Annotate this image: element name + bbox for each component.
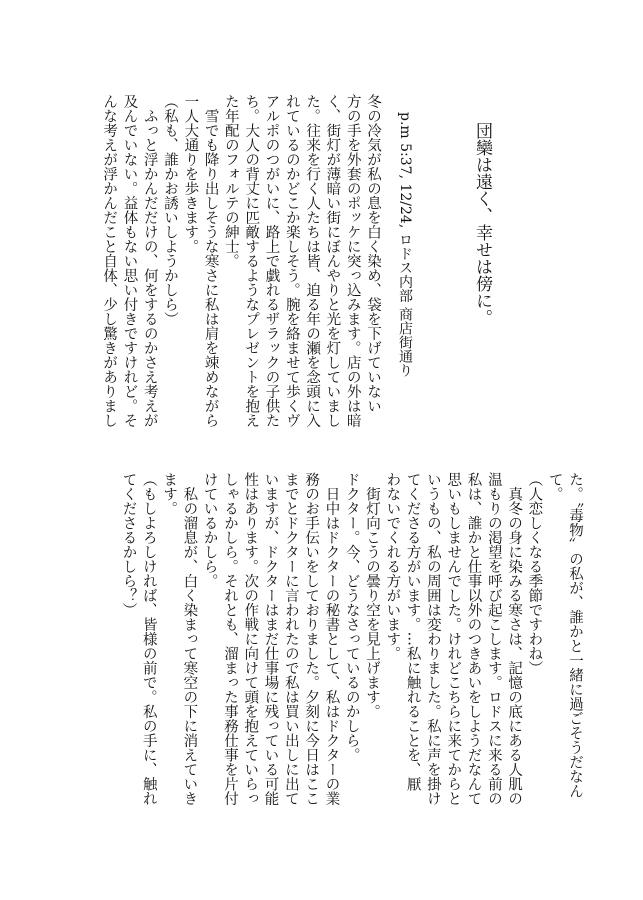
- text-line: けているかしら。: [201, 472, 218, 588]
- text-line: （人恋しくなる季節ですわね）: [526, 472, 543, 675]
- text-line: 街灯向こうの曇り空を見上げます。: [364, 472, 381, 719]
- text-line: ドクター。今、どうなさっているのかしら。: [343, 472, 360, 762]
- text-line: アルポのつがいに、路上で戯れるザラックの子供た: [263, 94, 280, 428]
- text-line: 温もりの渇望を呼び起こします。ロドスに来る前の: [485, 472, 502, 806]
- text-line: 私の溜息が、白く染まって寒空の下に消えていき: [181, 472, 198, 806]
- text-line: いますが、ドクターはまだ仕事場に残っている可能: [262, 472, 279, 806]
- text-line: ます。: [161, 472, 178, 516]
- story-title: 団欒は遠く、幸せは傍に。: [472, 122, 492, 326]
- text-line: 及んでいない。益体もない思い付きですけれど。そ: [121, 94, 138, 428]
- text-line: わないでくれる方がいます。: [384, 472, 401, 661]
- body-text-lower: [118, 472, 585, 806]
- text-line: 私は、誰かと仕事以外のつきあいをしようだなんて: [465, 472, 482, 806]
- text-line: 一人大通りを歩きます。: [182, 94, 199, 254]
- text-line: 務のお手伝いをしておりました。夕刻に今日はここ: [303, 472, 320, 806]
- text-line: てくださる方がいます。…私に触れることを、厭: [404, 472, 421, 791]
- text-line: てくださるかしら？）: [120, 472, 137, 617]
- text-line: 雪でも降り出しそうな寒さに私は肩を竦めながら: [202, 94, 219, 428]
- text-line: しゃるかしら。それとも、溜まった事務仕事を片付: [221, 472, 238, 806]
- text-line: までとドクターに言われたので私は買い出しに出て: [282, 472, 299, 806]
- text-line: 真冬の身に染みる寒さは、記憶の底にある人肌の: [506, 472, 523, 806]
- text-line: 冬の冷気が私の息を白く染め、袋を下げていない: [365, 94, 381, 413]
- text-line: た年配のフォルテの紳士。: [222, 94, 239, 268]
- text-line: （もしよろしければ、皆様の前で。私の手に、触れ: [140, 472, 157, 806]
- text-line: ち。大人の背丈に匹敵するようなプレゼントを抱え: [243, 94, 260, 428]
- text-line: く、街灯が薄暗い街にぼんやりと光を灯していまし: [324, 94, 341, 428]
- text-line: （私も、誰かお誘いしようかしら）: [162, 94, 179, 326]
- text-line: 日中はドクターの秘書として、私はドクターの業: [323, 472, 340, 806]
- text-line: んな考えが浮かんだこと自体、少し驚きがありまし: [101, 94, 118, 428]
- text-line: 方の手を外套のポッケに突っ込みます。店の外は暗: [344, 94, 361, 428]
- text-line: れているのかどこか楽しそう。腕を絡ませて歩くヴ: [283, 94, 300, 428]
- text-line: た。〝毒物〟の私が、誰かと一緒に過ごそうだなん: [567, 472, 583, 799]
- body-text-upper: [99, 94, 383, 428]
- text-line: 性はあります。次の作戦に向けて頭を抱えていらっ: [242, 472, 259, 806]
- text-line: ふっと浮かんだだけの、何をするのかさえ考えが: [141, 94, 158, 428]
- time-location-line: p.m 5:37, 12/24, ロドス内部 商店街通り: [397, 112, 413, 378]
- text-line: 思いもしませんでした。けれどこちらに来てからと: [445, 472, 462, 806]
- text-line: て。: [546, 472, 563, 501]
- text-line: た。往来を行く人たちは皆、迫る年の瀬を念頭に入: [304, 94, 321, 428]
- text-line: いうもの、私の周囲は変わりました。私に声を掛け: [424, 472, 441, 806]
